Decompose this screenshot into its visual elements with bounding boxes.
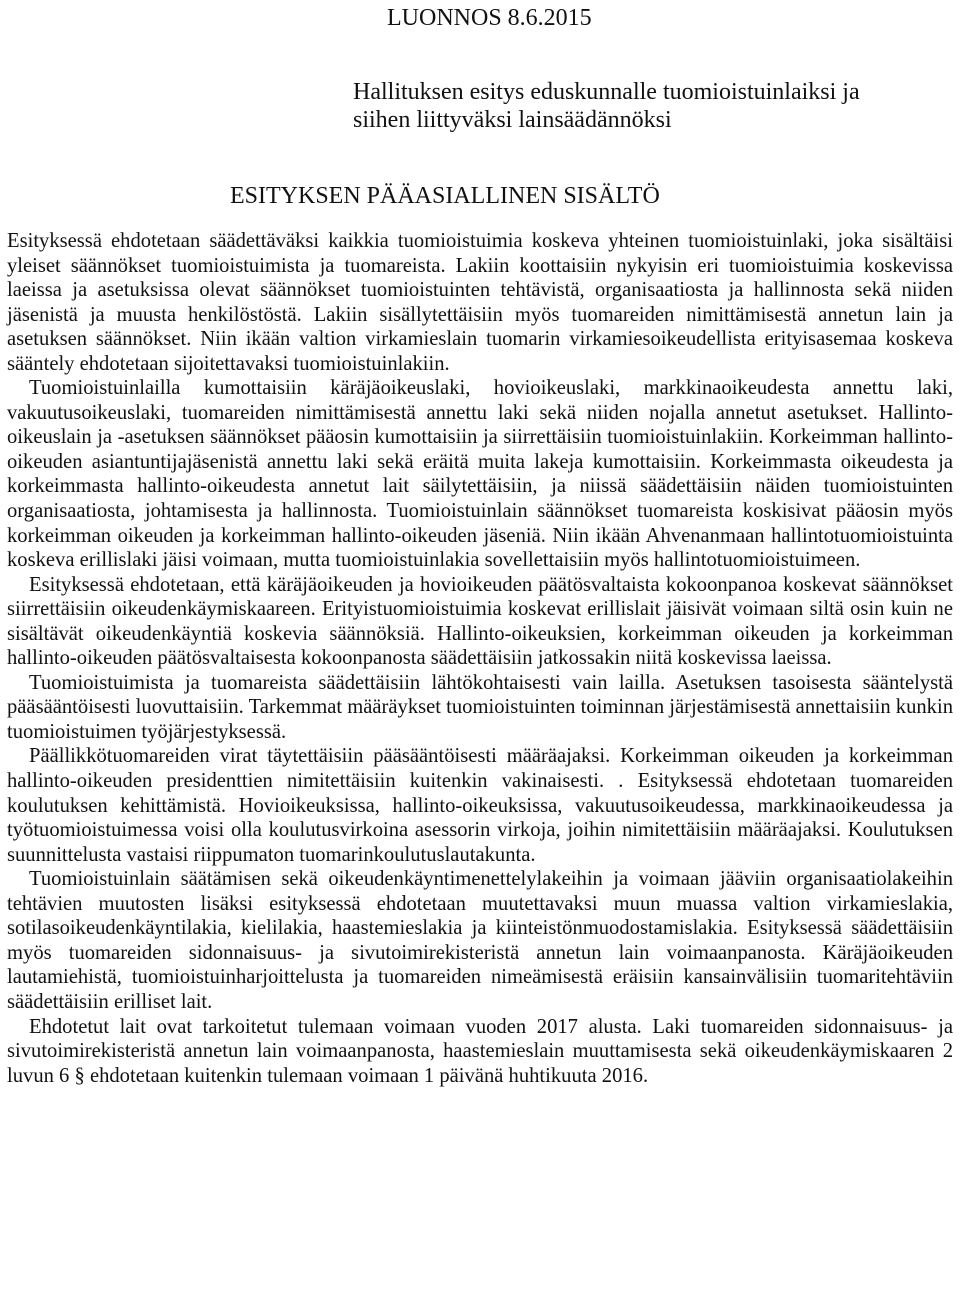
- paragraph-3: Esityksessä ehdotetaan, että käräjäoikeuden ja hovioikeuden päätösvaltaista kokoonpanoa koskevat säännökset siirrettäisiin oikeudenkäymiskaareen. Erityistuomioistuimia koskevat erillislait jäisivät voimaan siltä osin kuin ne sisältävät oikeudenkäyntiä koskevia säännöksiä. Hallinto-oikeuksien, korkeimman oikeuden ja korkeimman hallinto-oikeuden päätösvaltaisesta kokoonpanosta säädettäisiin jatkossakin niitä koskevissa laeissa.: [7, 573, 953, 670]
- document-title: [353, 78, 953, 134]
- document-title-line-2: siihen liittyväksi lainsäädännöksi: [353, 107, 672, 133]
- section-heading: ESITYKSEN PÄÄASIALLINEN SISÄLTÖ: [230, 183, 660, 209]
- draft-label: LUONNOS 8.6.2015: [387, 5, 592, 31]
- paragraph-2: Tuomioistuinlailla kumottaisiin käräjäoikeuslaki, hovioikeuslaki, markkinaoikeudesta annettu laki, vakuutusoikeuslaki, tuomareiden nimittämisestä annettu laki sekä niiden nojalla annetut asetukset. Hallinto-oikeuslain ja -asetuksen säännökset pääosin kumottaisiin ja siirrettäisiin tuomioistuinlakiin. Korkeimman hallinto-oikeuden asiantuntijajäsenistä annettu laki sekä eräitä muita lakeja kumottaisiin. Korkeimmasta oikeudesta ja korkeimmasta hallinto-oikeudesta annetut lait säilytettäisiin, ja niissä säädettäisiin näiden tuomioistuinten organisaatiosta, johtamisesta ja hallinnosta. Tuomioistuinlain säännökset tuomareista koskisivat pääosin myös korkeimman oikeuden ja korkeimman hallinto-oikeuden jäseniä. Niin ikään Ahvenanmaan hallintotuomioistuinta koskeva erillislaki jäisi voimaan, mutta tuomioistuinlakia sovellettaisiin myös hallintotuomioistuimeen.: [7, 377, 953, 572]
- paragraph-7: Ehdotetut lait ovat tarkoitetut tulemaan voimaan vuoden 2017 alusta. Laki tuomareiden sidonnaisuus- ja sivutoimirekisteristä annetun lain voimaanpanosta, haastemieslain muuttamisesta sekä oikeudenkäymiskaaren 2 luvun 6 § ehdotetaan kuitenkin tulemaan voimaan 1 päivänä huhtikuuta 2016.: [7, 1015, 953, 1087]
- paragraph-5: Päällikkötuomareiden virat täytettäisiin pääsääntöisesti määräajaksi. Korkeimman oikeuden ja korkeimman hallinto-oikeuden presidenttien nimitettäisiin kuitenkin vakinaisesti. . Esityksessä ehdotetaan tuomareiden koulutuksen kehittämistä. Hovioikeuksissa, hallinto-oikeuksissa, vakuutusoikeudessa, markkinaoikeudessa ja työtuomioistuimessa voisi olla koulutusvirkoina asessorin virkoja, joihin nimitettäisiin määräajaksi. Koulutuksen suunnittelusta vastaisi riippumaton tuomarinkoulutuslautakunta.: [7, 745, 953, 866]
- paragraph-1: Esityksessä ehdotetaan säädettäväksi kaikkia tuomioistuimia koskeva yhteinen tuomioistuinlaki, joka sisältäisi yleiset säännökset tuomioistuimista ja tuomareista. Lakiin koottaisiin nykyisin eri tuomioistuimia koskevissa laeissa ja asetuksissa olevat säännökset tuomioistuinten tehtävistä, organisaatiosta ja hallinnosta sekä niiden jäsenistä ja muusta henkilöstöstä. Lakiin sisällytettäisiin myös tuomareiden nimittämisestä annetun lain ja asetuksen säännökset. Niin ikään valtion virkamieslain tuomarin virkamiesoikeudellista erityisasemaa koskeva sääntely ehdotetaan sijoitettavaksi tuomioistuinlakiin.: [7, 230, 953, 375]
- document-title-line-1: Hallituksen esitys eduskunnalle tuomioistuinlaiksi ja: [353, 79, 860, 105]
- paragraph-6: Tuomioistuinlain säätämisen sekä oikeudenkäyntimenettelylakeihin ja voimaan jääviin organisaatiolakeihin tehtävien muutosten lisäksi esityksessä ehdotetaan muutettavaksi muun muassa valtion virkamieslakia, sotilasoikeudenkäyntilakia, kielilakia, haastemieslakia ja kiinteistönmuodostamislakia. Esityksessä säädettäisiin myös tuomareiden sidonnaisuus- ja sivutoimirekisteristä annetun lain voimaanpanosta. Käräjäoikeuden lautamiehistä, tuomioistuinharjoittelusta ja tuomareiden nimeämisestä eräisiin kansainvälisiin tuomaritehtäviin säädettäisiin erilliset lait.: [7, 868, 953, 1013]
- paragraph-4: Tuomioistuimista ja tuomareista säädettäisiin lähtökohtaisesti vain lailla. Asetuksen tasoisesta sääntelystä pääsääntöisesti luovuttaisiin. Tarkemmat määräykset tuomioistuinten toiminnan järjestämisestä annettaisiin kunkin tuomioistuimen työjärjestyksessä.: [7, 671, 953, 743]
- document-body: [7, 229, 953, 1088]
